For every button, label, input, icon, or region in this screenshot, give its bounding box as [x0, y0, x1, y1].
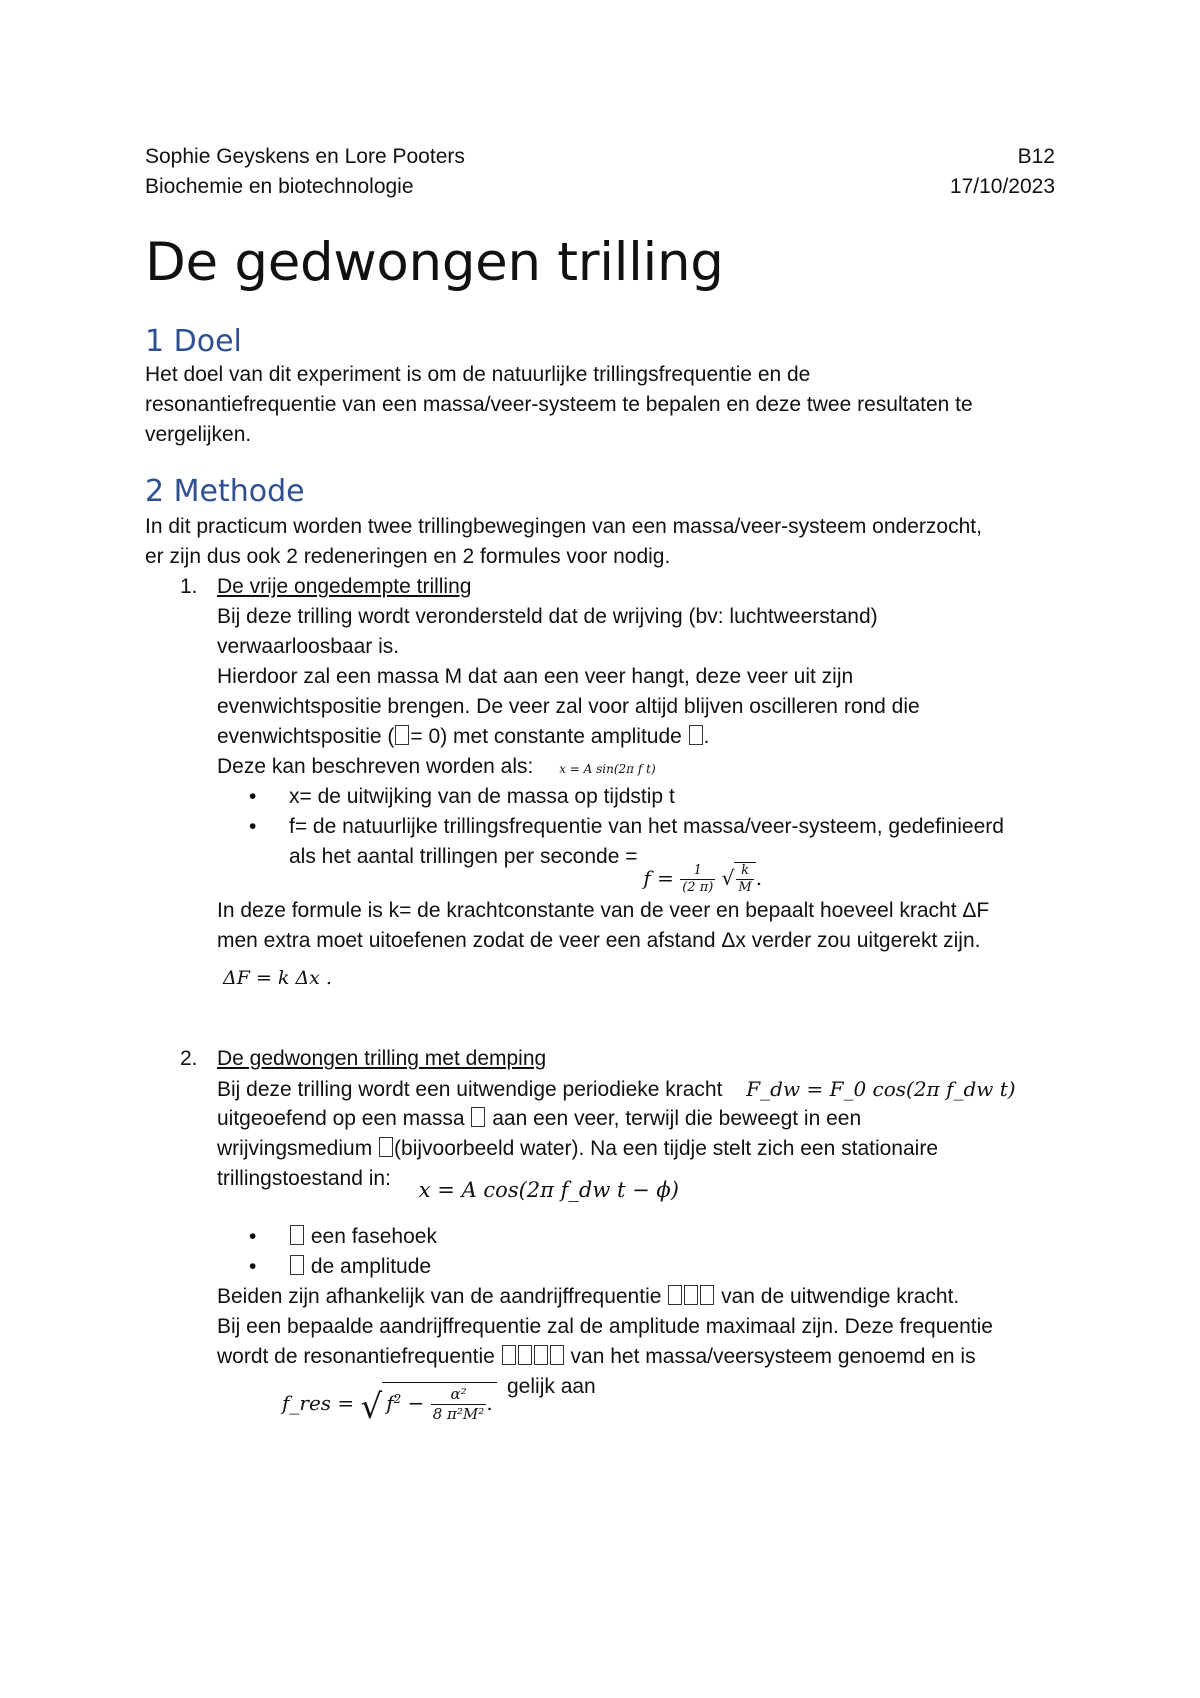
formula-f-k: k — [736, 863, 753, 880]
item1-desc: Deze kan beschreven worden als: — [217, 755, 534, 778]
bullet-item — [217, 1252, 1097, 1282]
missing-glyph-icon — [689, 725, 703, 745]
item2-line4: trillingstoestand in: — [217, 1167, 391, 1190]
formula-f-lhs: f = — [643, 866, 674, 890]
doel-line: resonantiefrequentie van een massa/veer-systeem te bepalen en deze twee resultaten te — [145, 393, 973, 416]
item2-line8: gelijk aan — [507, 1375, 596, 1398]
item1-eq-line — [217, 722, 1097, 752]
header-group: B12 — [1017, 145, 1055, 168]
formula-f: f = $\frac{1}{(2 \pi)}$ √ $\frac{k}{M}$ . — [643, 863, 763, 895]
item1-after-line: In deze formule is k= de krachtconstante van de veer en bepaalt hoeveel kracht ΔF — [217, 899, 990, 922]
list-number: 1. — [180, 575, 198, 598]
formula-x-cos: x = A cos(2π f_dw t − ϕ) — [418, 1178, 679, 1202]
missing-glyph-icon — [550, 1345, 564, 1365]
missing-glyph-icon — [668, 1285, 682, 1305]
bullet-dot-icon: • — [249, 815, 257, 838]
heading-doel: 1 Doel — [145, 324, 242, 359]
missing-glyph-icon — [290, 1255, 304, 1275]
item2-line5a: Beiden zijn afhankelijk van de aandrijffrequentie — [217, 1285, 662, 1308]
missing-glyph-icon — [684, 1285, 698, 1305]
header-date: 17/10/2023 — [949, 175, 1055, 198]
missing-glyph-icon — [471, 1107, 485, 1127]
header-row-1 — [145, 142, 1055, 172]
bullet-text: een fasehoek — [310, 1225, 437, 1248]
item1-desc-line — [217, 752, 1097, 782]
bullet-dot-icon: • — [249, 1255, 257, 1278]
bullet-item — [217, 812, 1097, 842]
document-title: De gedwongen trilling — [145, 232, 724, 293]
bullet-item — [217, 782, 1097, 812]
item2-title: De gedwongen trilling met demping — [217, 1047, 547, 1070]
missing-glyph-icon — [534, 1345, 548, 1365]
formula-res-den: 8 π²M² — [432, 1405, 485, 1423]
header-authors: Sophie Geyskens en Lore Pooters — [145, 145, 465, 168]
bullet-continuation — [217, 842, 1097, 896]
item1-line: verwaarloosbaar is. — [217, 635, 400, 658]
missing-glyph-icon — [700, 1285, 714, 1305]
missing-glyph-icon — [518, 1345, 532, 1365]
item2-line2b: aan een veer, terwijl die beweegt in een — [492, 1107, 862, 1130]
item1-line: Hierdoor zal een massa M dat aan een veer hangt, deze veer uit zijn — [217, 665, 854, 688]
header-row-2 — [145, 172, 1055, 202]
missing-glyph-icon — [290, 1225, 304, 1245]
formula-res-num: α² — [431, 1385, 487, 1405]
item2-line5b: van de uitwendige kracht. — [721, 1285, 960, 1308]
bullet-dot-icon: • — [249, 1225, 257, 1248]
formula-resonance — [282, 1382, 497, 1427]
list-item-body — [217, 572, 1097, 1000]
item2-line1: Bij deze trilling wordt een uitwendige periodieke kracht — [217, 1078, 723, 1101]
bullet-text: f= de natuurlijke trillingsfrequentie van het massa/veer-systeem, gedefinieerd — [289, 815, 1004, 838]
header-program: Biochemie en biotechnologie — [145, 175, 414, 198]
doel-line: vergelijken. — [145, 423, 252, 446]
item2-line2a: uitgeoefend op een massa — [217, 1107, 465, 1130]
formula-f-M: M — [738, 880, 752, 895]
bullet-item — [217, 1222, 1097, 1252]
formula-hooke: ΔF = k Δx . — [223, 967, 332, 989]
item2-line — [217, 1104, 1097, 1134]
formula-res-frac — [431, 1385, 487, 1424]
item1-eq-b: = 0) met constante amplitude — [410, 725, 682, 748]
item2-line: Bij een bepaalde aandrijffrequentie zal de amplitude maximaal zijn. Deze frequentie — [217, 1315, 993, 1338]
item1-line: evenwichtspositie brengen. De veer zal voor altijd blijven oscilleren rond die — [217, 695, 920, 718]
item2-line — [217, 1134, 1097, 1164]
list-number: 2. — [180, 1047, 198, 1070]
formula-f-den: (2 π) — [682, 880, 714, 895]
bullet-text: als het aantal trillingen per seconde = — [289, 845, 638, 868]
item1-eq-a: evenwichtspositie ( — [217, 725, 395, 748]
methode-intro — [145, 512, 1065, 572]
heading-methode: 2 Methode — [145, 474, 305, 509]
list-item-body — [217, 1044, 1097, 1402]
methode-intro-line: In dit practicum worden twee trillingbewegingen van een massa/veer-systeem onderzocht, — [145, 515, 982, 538]
item1-eq-c: . — [703, 725, 710, 748]
item2-line7b: van het massa/veersysteem genoemd en is — [570, 1345, 976, 1368]
sqrt-icon: √ — [360, 1387, 383, 1427]
item1-title: De vrije ongedempte trilling — [217, 575, 472, 598]
list-item-1 — [145, 572, 1085, 992]
item2-line — [217, 1164, 1097, 1222]
bullet-text: de amplitude — [310, 1255, 432, 1278]
item1-line: Bij deze trilling wordt verondersteld dat de wrijving (bv: luchtweerstand) — [217, 605, 878, 628]
item2-line3b: (bijvoorbeeld water). Na een tijdje stelt zich een stationaire — [394, 1137, 938, 1160]
methode-intro-line: er zijn dus ook 2 redeneringen en 2 formules voor nodig. — [145, 545, 671, 568]
missing-glyph-icon — [379, 1137, 393, 1157]
item2-line — [217, 1282, 1097, 1312]
formula-f-frac — [680, 863, 715, 896]
formula-res-sqrt: $f^2$ − $\frac{\text{α²}}{\text{8 π²M²}}$ . — [382, 1382, 496, 1426]
bullet-dot-icon: • — [249, 785, 257, 808]
formula-res-lhs: f_res = — [282, 1391, 355, 1415]
item2-line3a: wrijvingsmedium — [217, 1137, 373, 1160]
doel-paragraph — [145, 360, 1065, 450]
missing-glyph-icon — [395, 725, 409, 745]
item2-line7a: wordt de resonantiefrequentie — [217, 1345, 495, 1368]
formula-force: F_dw = F_0 cos(2π f_dw t) — [746, 1077, 1016, 1101]
missing-glyph-icon — [502, 1345, 516, 1365]
formula-x-sin: x = A sin(2π f t) — [559, 762, 656, 776]
item2-line — [217, 1342, 1097, 1372]
doel-line: Het doel van dit experiment is om de natuurlijke trillingsfrequentie en de — [145, 363, 811, 386]
item2-line — [217, 1074, 1097, 1104]
formula-f-sqrt — [734, 862, 755, 896]
bullet-text: x= de uitwijking van de massa op tijdstip t — [289, 785, 675, 808]
item1-after-line: men extra moet uitoefenen zodat de veer een afstand Δx verder zou uitgerekt zijn. — [217, 929, 981, 952]
formula-f-num: 1 — [680, 863, 715, 880]
formula-f-kM — [736, 863, 753, 896]
